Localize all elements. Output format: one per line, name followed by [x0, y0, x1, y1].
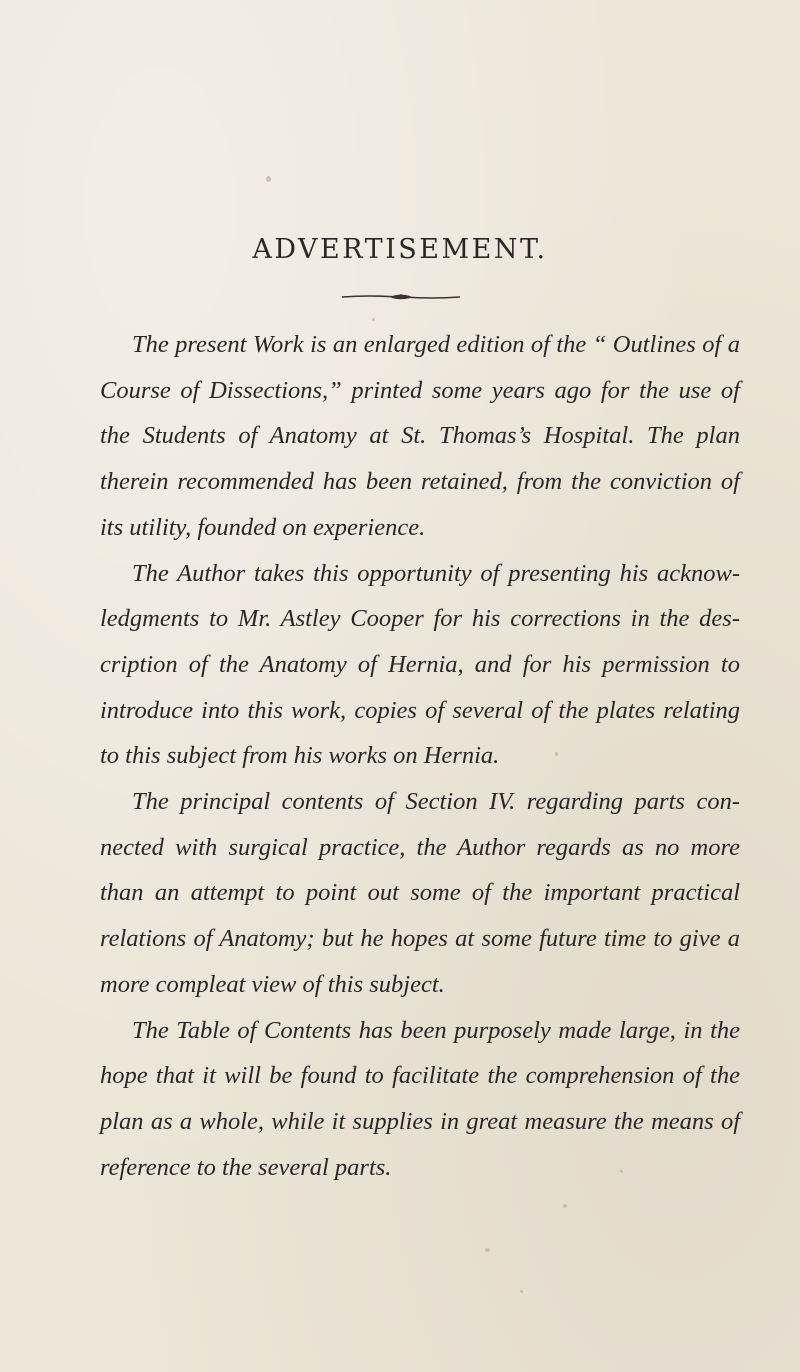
ornamental-rule: [340, 292, 462, 302]
paper-speck: [266, 176, 271, 182]
paragraph-work-description: The present Work is an enlarged edition of the “ Outlines of a Course of Dissections,” printed some years ago for the use of the Students of Anatomy at St. Thomas’s Hospital. The plan therein recommended has been retained, from the conviction of its utility, founded on experience.: [100, 331, 740, 541]
paragraph-table-of-contents: The Table of Contents has been purposely made large, in the hope that it will be found to facilitate the comprehension of the plan as a whole, while it supplies in great measure the means of reference to the several parts.: [100, 1016, 740, 1181]
paper-speck: [372, 318, 375, 321]
paper-speck: [520, 1290, 523, 1293]
paper-speck: [485, 1248, 490, 1252]
paper-speck: [563, 1204, 567, 1208]
paragraph-section-iv: The principal contents of Section IV. regarding parts con-nected with surgical practice, the Author regards as no more than an attempt to point out some of the important practical relations of Anatomy; but he hopes at some future time to give a more compleat view of this subject.: [100, 788, 740, 998]
page-title: ADVERTISEMENT.: [252, 234, 548, 266]
paragraph-acknowledgments: The Author takes this opportunity of presenting his acknow-ledgments to Mr. Astley Cooper for his corrections in the des-cription of the Anatomy of Hernia, and for his permission to introduce into this work, copies of several of the plates relating to this subject from his works on Hernia.: [100, 559, 740, 770]
advertisement-body: [100, 322, 740, 1190]
